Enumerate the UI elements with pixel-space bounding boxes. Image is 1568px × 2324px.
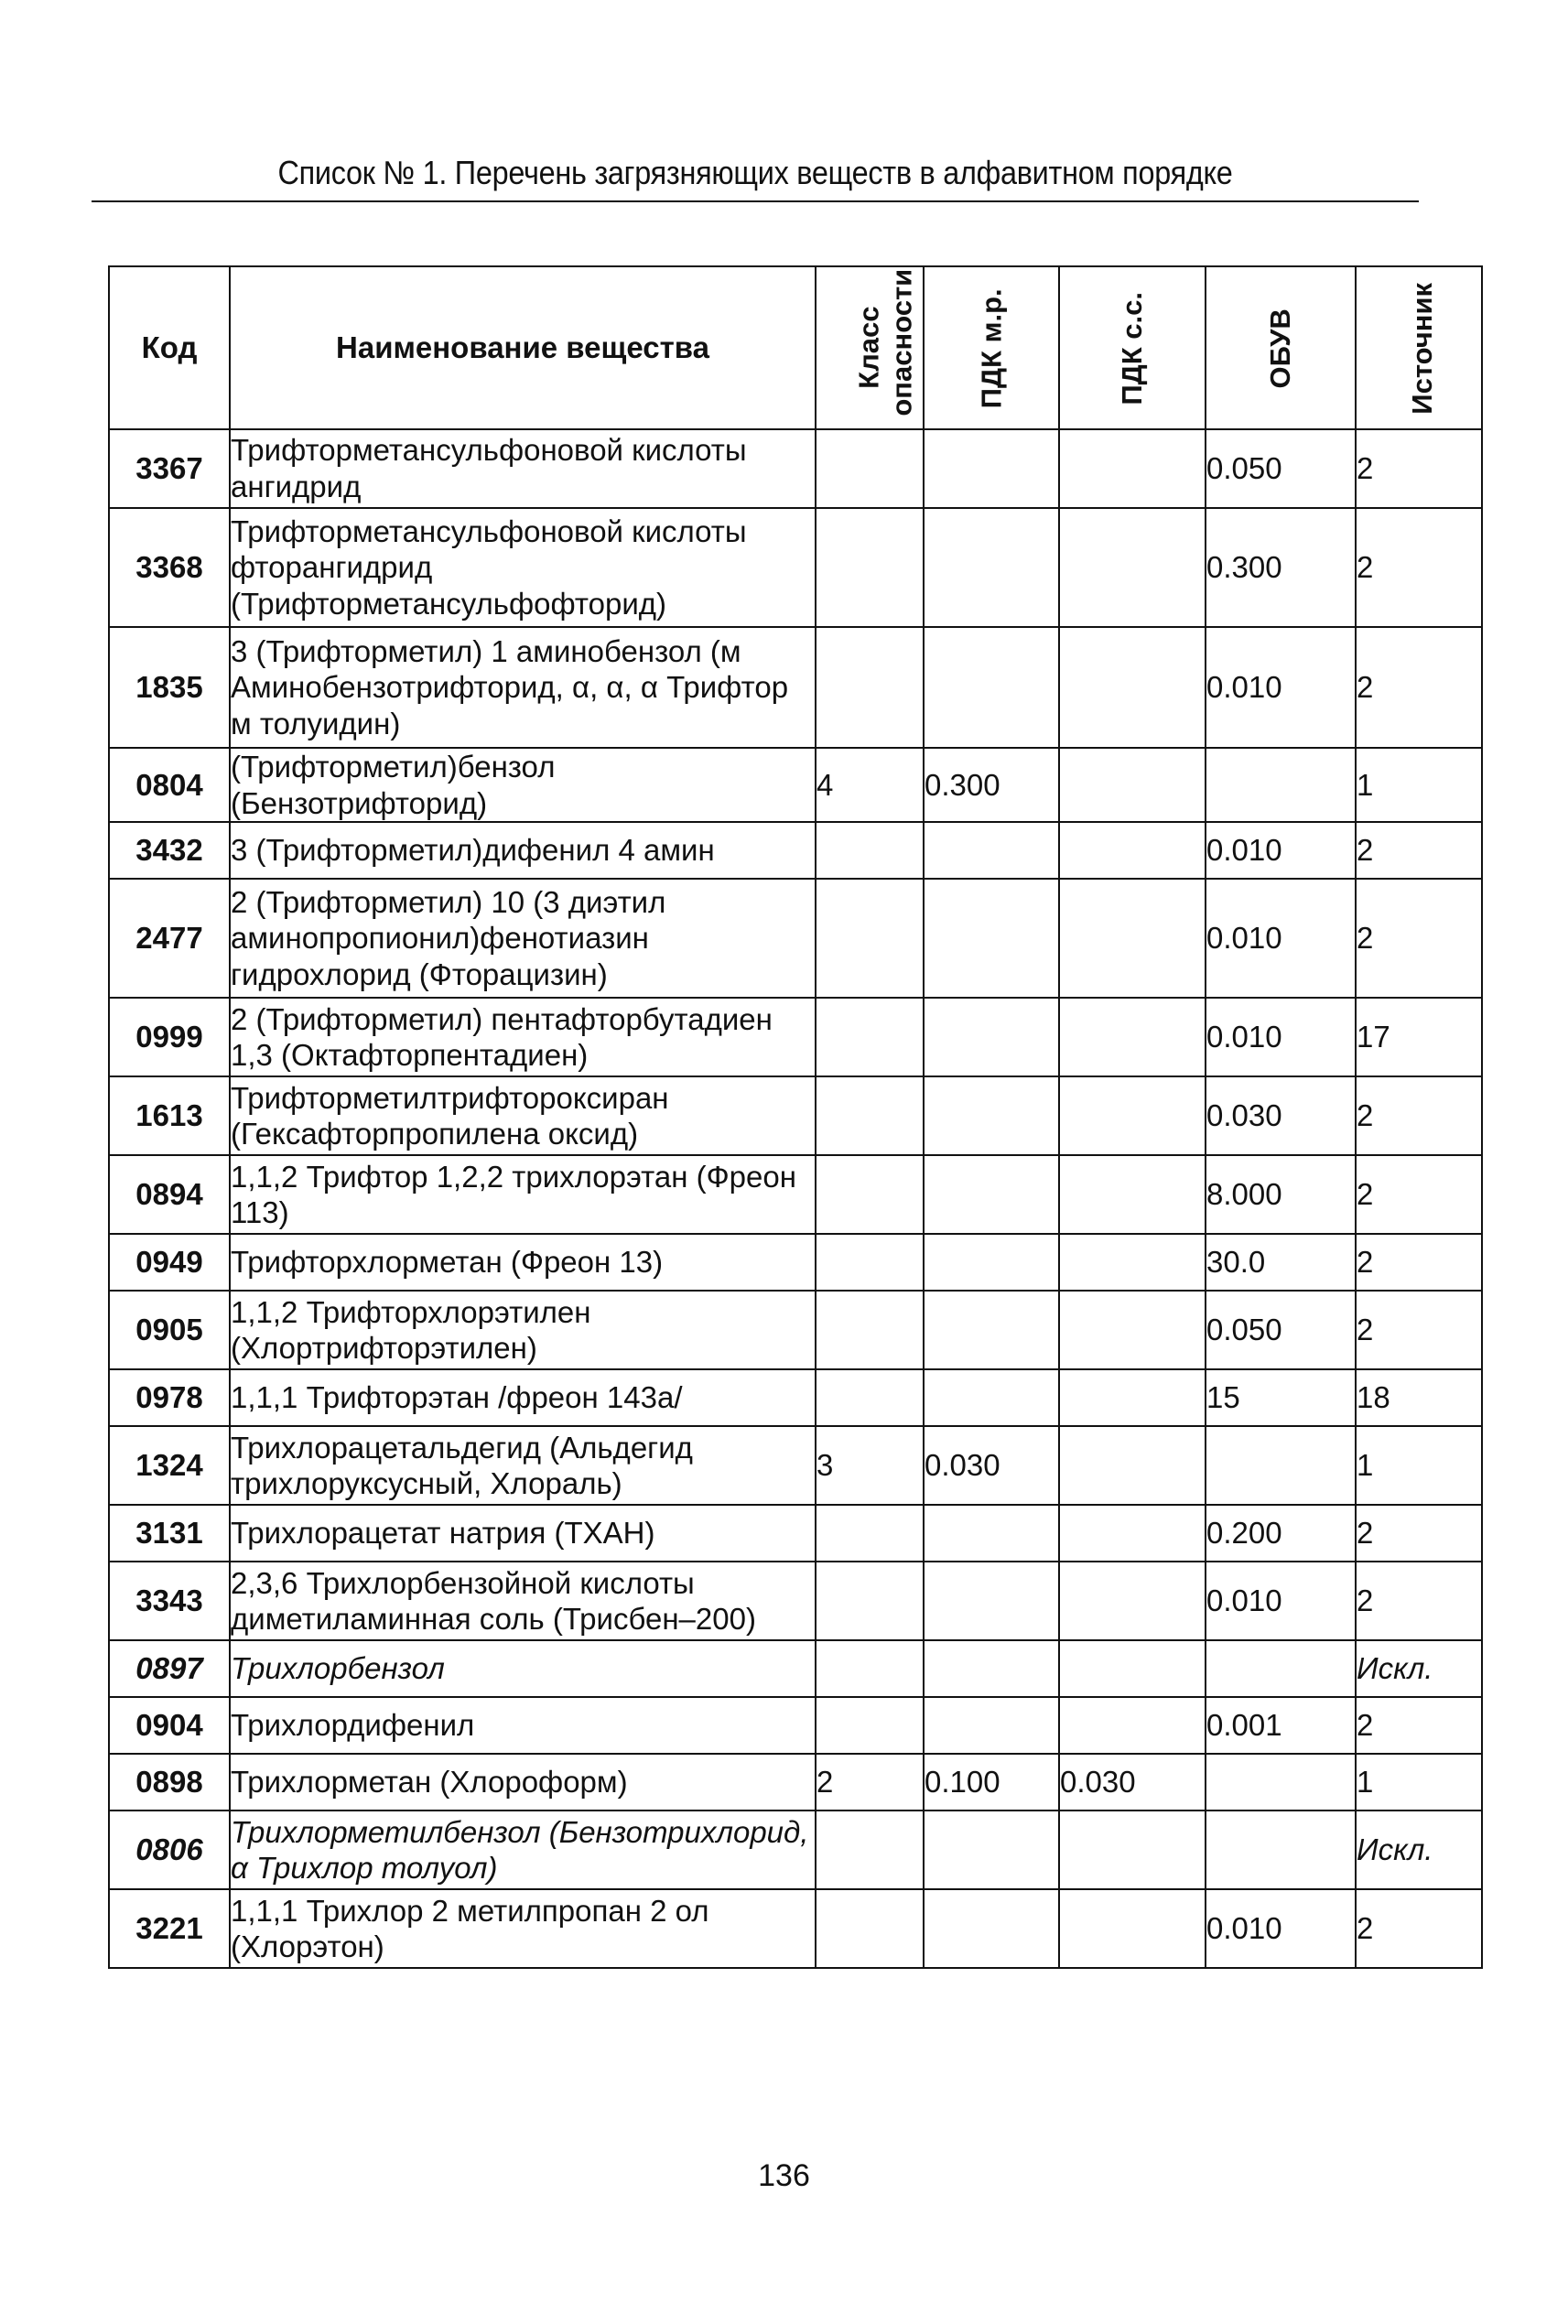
header-pdk-mr-label: ПДК м.р.	[975, 288, 1008, 409]
cell-code: 0898	[109, 1754, 230, 1811]
cell-pdk-ss: 0.030	[1059, 1754, 1206, 1811]
cell-source: 2	[1356, 879, 1482, 998]
table-row	[109, 1234, 1482, 1291]
cell-obuv: 30.0	[1206, 1234, 1356, 1291]
cell-hazard-class	[816, 429, 924, 508]
table-row	[109, 1155, 1482, 1234]
cell-pdk-mr	[924, 1889, 1059, 1968]
cell-hazard-class	[816, 1234, 924, 1291]
cell-name: Трихлорбензол	[230, 1640, 816, 1697]
cell-code: 0999	[109, 998, 230, 1076]
cell-code: 0804	[109, 748, 230, 822]
cell-source: 2	[1356, 429, 1482, 508]
table-row	[109, 1426, 1482, 1505]
cell-obuv: 0.001	[1206, 1697, 1356, 1754]
table-row	[109, 627, 1482, 748]
cell-hazard-class	[816, 1889, 924, 1968]
cell-obuv: 8.000	[1206, 1155, 1356, 1234]
cell-hazard-class	[816, 508, 924, 627]
cell-source: 2	[1356, 1076, 1482, 1155]
cell-pdk-mr	[924, 1291, 1059, 1369]
cell-hazard-class	[816, 1811, 924, 1889]
cell-pdk-ss	[1059, 822, 1206, 879]
cell-hazard-class	[816, 1291, 924, 1369]
cell-code: 1324	[109, 1426, 230, 1505]
cell-name: 1,1,2 Трифторхлорэтилен (Хлортрифторэтилен)	[230, 1291, 816, 1369]
cell-hazard-class	[816, 998, 924, 1076]
cell-hazard-class	[816, 1697, 924, 1754]
cell-pdk-mr	[924, 1640, 1059, 1697]
cell-code: 1835	[109, 627, 230, 748]
cell-obuv: 0.010	[1206, 998, 1356, 1076]
cell-pdk-ss	[1059, 508, 1206, 627]
cell-obuv: 0.030	[1206, 1076, 1356, 1155]
cell-pdk-ss	[1059, 1562, 1206, 1640]
cell-code: 0904	[109, 1697, 230, 1754]
cell-code: 3131	[109, 1505, 230, 1562]
cell-obuv: 0.010	[1206, 879, 1356, 998]
cell-pdk-mr	[924, 1234, 1059, 1291]
cell-obuv: 0.300	[1206, 508, 1356, 627]
cell-obuv: 15	[1206, 1369, 1356, 1426]
cell-pdk-ss	[1059, 1811, 1206, 1889]
cell-source: 2	[1356, 1505, 1482, 1562]
cell-name: Трифторметансульфоновой кислоты ангидрид	[230, 429, 816, 508]
cell-name: Трифторметансульфоновой кислоты фторангидрид (Трифторметансульфофторид)	[230, 508, 816, 627]
cell-pdk-ss	[1059, 1076, 1206, 1155]
cell-pdk-mr	[924, 1697, 1059, 1754]
cell-pdk-ss	[1059, 1426, 1206, 1505]
cell-name: 3 (Трифторметил)дифенил 4 амин	[230, 822, 816, 879]
header-obuv	[1206, 266, 1356, 429]
cell-source: 1	[1356, 748, 1482, 822]
cell-hazard-class	[816, 1155, 924, 1234]
cell-pdk-mr	[924, 508, 1059, 627]
cell-name: Трифторхлорметан (Фреон 13)	[230, 1234, 816, 1291]
cell-code: 3343	[109, 1562, 230, 1640]
cell-code: 0897	[109, 1640, 230, 1697]
cell-pdk-ss	[1059, 1234, 1206, 1291]
cell-code: 1613	[109, 1076, 230, 1155]
cell-code: 3368	[109, 508, 230, 627]
cell-obuv	[1206, 1754, 1356, 1811]
cell-name: 1,1,1 Трифторэтан /фреон 143а/	[230, 1369, 816, 1426]
cell-pdk-ss	[1059, 1155, 1206, 1234]
table-header-row	[109, 266, 1482, 429]
cell-source: 18	[1356, 1369, 1482, 1426]
table-row	[109, 1697, 1482, 1754]
table-row	[109, 1076, 1482, 1155]
title-divider	[92, 200, 1419, 202]
cell-obuv: 0.010	[1206, 1562, 1356, 1640]
cell-obuv: 0.200	[1206, 1505, 1356, 1562]
cell-obuv: 0.050	[1206, 429, 1356, 508]
cell-pdk-ss	[1059, 1889, 1206, 1968]
cell-source: Искл.	[1356, 1640, 1482, 1697]
cell-obuv: 0.010	[1206, 1889, 1356, 1968]
cell-obuv	[1206, 748, 1356, 822]
cell-code: 2477	[109, 879, 230, 998]
cell-source: 2	[1356, 1889, 1482, 1968]
table-row	[109, 1505, 1482, 1562]
cell-pdk-ss	[1059, 429, 1206, 508]
cell-pdk-ss	[1059, 627, 1206, 748]
header-name: Наименование вещества	[230, 266, 816, 429]
cell-code: 0894	[109, 1155, 230, 1234]
cell-hazard-class	[816, 1076, 924, 1155]
table-body	[109, 429, 1482, 1968]
cell-hazard-class: 3	[816, 1426, 924, 1505]
header-source-label: Источник	[1406, 283, 1439, 415]
cell-pdk-mr: 0.030	[924, 1426, 1059, 1505]
cell-code: 3221	[109, 1889, 230, 1968]
cell-pdk-mr: 0.300	[924, 748, 1059, 822]
table-row	[109, 1754, 1482, 1811]
cell-name: 3 (Трифторметил) 1 аминобензол (м Аминобензотрифторид, α, α, α Трифтор м толуидин)	[230, 627, 816, 748]
cell-pdk-mr	[924, 1811, 1059, 1889]
table-row	[109, 429, 1482, 508]
cell-pdk-ss	[1059, 1505, 1206, 1562]
cell-name: (Трифторметил)бензол (Бензотрифторид)	[230, 748, 816, 822]
header-hazard-class	[816, 266, 924, 429]
table-row	[109, 508, 1482, 627]
table-row	[109, 998, 1482, 1076]
cell-source: 2	[1356, 1562, 1482, 1640]
cell-name: Трифторметилтрифтороксиран (Гексафторпропилена оксид)	[230, 1076, 816, 1155]
cell-pdk-mr	[924, 1562, 1059, 1640]
table-row	[109, 1562, 1482, 1640]
cell-hazard-class	[816, 879, 924, 998]
page-title: Список № 1. Перечень загрязняющих веществ в алфавитном порядке	[277, 154, 1233, 191]
header-hazard-class-label: Класс опасности	[852, 268, 917, 416]
cell-pdk-mr	[924, 1076, 1059, 1155]
cell-hazard-class	[816, 1640, 924, 1697]
header-pdk-ss	[1059, 266, 1206, 429]
cell-source: 2	[1356, 1697, 1482, 1754]
cell-pdk-ss	[1059, 1369, 1206, 1426]
cell-obuv	[1206, 1426, 1356, 1505]
header-code: Код	[109, 266, 230, 429]
cell-code: 0905	[109, 1291, 230, 1369]
table-row	[109, 822, 1482, 879]
cell-source: 2	[1356, 627, 1482, 748]
cell-pdk-mr	[924, 429, 1059, 508]
cell-name: 2 (Трифторметил) пентафторбутадиен 1,3 (Октафторпентадиен)	[230, 998, 816, 1076]
table-row	[109, 1811, 1482, 1889]
cell-source: 1	[1356, 1754, 1482, 1811]
table-row	[109, 1640, 1482, 1697]
cell-code: 3432	[109, 822, 230, 879]
cell-name: Трихлорацетальдегид (Альдегид трихлоруксусный, Хлораль)	[230, 1426, 816, 1505]
cell-source: 2	[1356, 508, 1482, 627]
page-number: 136	[758, 2158, 810, 2193]
header-pdk-ss-label: ПДК с.с.	[1116, 292, 1149, 405]
table-row	[109, 748, 1482, 822]
cell-obuv	[1206, 1811, 1356, 1889]
cell-hazard-class	[816, 822, 924, 879]
cell-pdk-ss	[1059, 1640, 1206, 1697]
cell-obuv	[1206, 1640, 1356, 1697]
header-pdk-mr	[924, 266, 1059, 429]
cell-obuv: 0.010	[1206, 822, 1356, 879]
cell-pdk-ss	[1059, 879, 1206, 998]
table-row	[109, 1291, 1482, 1369]
cell-name: Трихлорметан (Хлороформ)	[230, 1754, 816, 1811]
cell-hazard-class	[816, 1562, 924, 1640]
cell-source: 2	[1356, 822, 1482, 879]
cell-name: Трихлорметилбензол (Бензотрихлорид, α Трихлор толуол)	[230, 1811, 816, 1889]
cell-source: 2	[1356, 1234, 1482, 1291]
cell-name: Трихлорацетат натрия (ТХАН)	[230, 1505, 816, 1562]
cell-pdk-ss	[1059, 998, 1206, 1076]
cell-pdk-mr	[924, 879, 1059, 998]
cell-source: 2	[1356, 1155, 1482, 1234]
cell-pdk-mr: 0.100	[924, 1754, 1059, 1811]
table-row	[109, 1369, 1482, 1426]
cell-pdk-ss	[1059, 748, 1206, 822]
table-row	[109, 879, 1482, 998]
cell-pdk-mr	[924, 1369, 1059, 1426]
table-row	[109, 1889, 1482, 1968]
cell-pdk-mr	[924, 1155, 1059, 1234]
cell-pdk-mr	[924, 627, 1059, 748]
cell-pdk-mr	[924, 998, 1059, 1076]
cell-name: Трихлордифенил	[230, 1697, 816, 1754]
cell-obuv: 0.050	[1206, 1291, 1356, 1369]
cell-source: 2	[1356, 1291, 1482, 1369]
header-obuv-label: ОБУВ	[1264, 308, 1297, 389]
cell-hazard-class: 2	[816, 1754, 924, 1811]
cell-pdk-mr	[924, 1505, 1059, 1562]
cell-source: 17	[1356, 998, 1482, 1076]
substances-table	[108, 265, 1483, 1969]
cell-code: 3367	[109, 429, 230, 508]
cell-name: 1,1,1 Трихлор 2 метилпропан 2 ол (Хлорэтон)	[230, 1889, 816, 1968]
cell-pdk-ss	[1059, 1291, 1206, 1369]
cell-hazard-class	[816, 627, 924, 748]
cell-code: 0978	[109, 1369, 230, 1426]
cell-source: Искл.	[1356, 1811, 1482, 1889]
cell-name: 1,1,2 Трифтор 1,2,2 трихлорэтан (Фреон 113)	[230, 1155, 816, 1234]
cell-code: 0806	[109, 1811, 230, 1889]
cell-source: 1	[1356, 1426, 1482, 1505]
cell-hazard-class	[816, 1369, 924, 1426]
cell-hazard-class	[816, 1505, 924, 1562]
cell-name: 2 (Трифторметил) 10 (3 диэтил аминопропионил)фенотиазин гидрохлорид (Фторацизин)	[230, 879, 816, 998]
header-source	[1356, 266, 1482, 429]
cell-pdk-mr	[924, 822, 1059, 879]
cell-obuv: 0.010	[1206, 627, 1356, 748]
cell-code: 0949	[109, 1234, 230, 1291]
cell-name: 2,3,6 Трихлорбензойной кислоты диметиламинная соль (Трисбен–200)	[230, 1562, 816, 1640]
cell-hazard-class: 4	[816, 748, 924, 822]
cell-pdk-ss	[1059, 1697, 1206, 1754]
